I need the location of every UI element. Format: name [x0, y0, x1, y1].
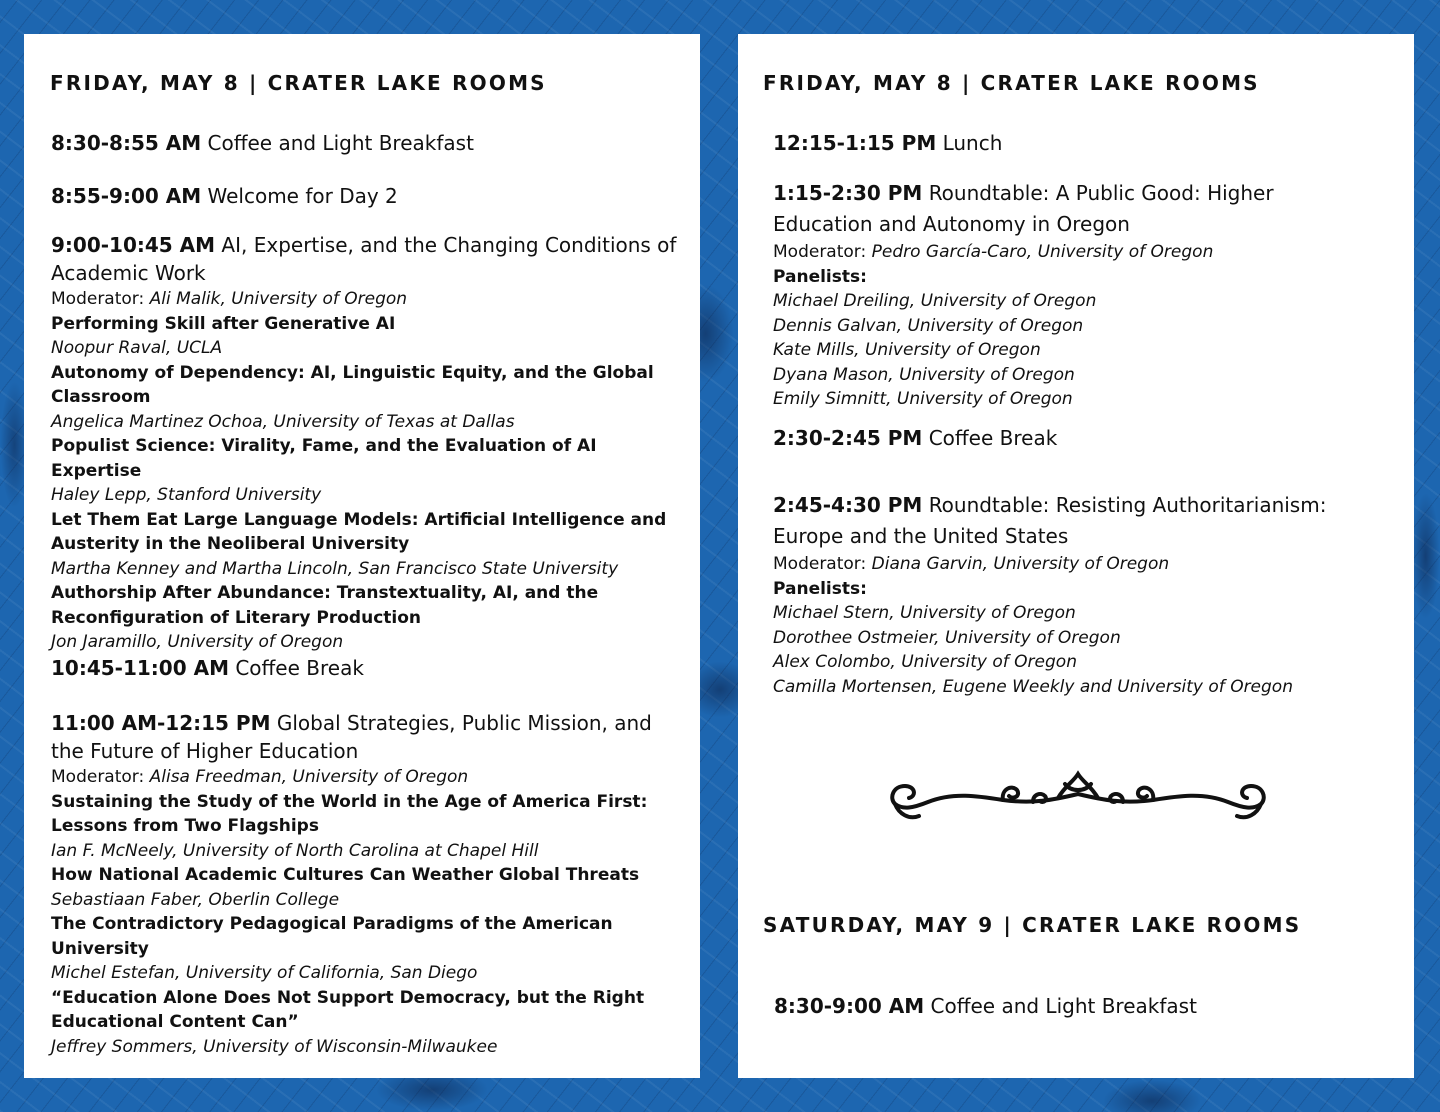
session-title: Lunch [942, 131, 1003, 155]
session-title: Global Strategies, Public Mission, and the Future of Higher Education [51, 711, 652, 763]
session-lunch [773, 129, 1393, 157]
paper-author: Haley Lepp, Stanford University [51, 485, 322, 505]
moderator-name: Ali Malik, University of Oregon [149, 289, 408, 309]
paper-title: Autonomy of Dependency: AI, Linguistic Equity, and the Global Classroom [51, 362, 654, 407]
session-welcome [51, 182, 681, 210]
paper-author: Michel Estefan, University of California, San Diego [51, 963, 478, 983]
session-saturday-breakfast [774, 992, 1394, 1020]
paper-title: “Education Alone Does Not Support Democracy, but the Right Educational Content Can” [51, 987, 645, 1032]
panelist: Dennis Galvan, University of Oregon [773, 315, 1084, 336]
session-time: 12:15-1:15 PM [773, 131, 937, 155]
schedule-panel-left [24, 34, 700, 1078]
paper-author: Jeffrey Sommers, University of Wisconsin-Milwaukee [51, 1036, 498, 1057]
panelist: Dorothee Ostmeier, University of Oregon [773, 627, 1121, 648]
moderator-line: Moderator: Diana Garvin, University of Oregon [773, 554, 1170, 574]
panelist: Camilla Mortensen, Eugene Weekly and University of Oregon [773, 676, 1293, 697]
session-time: 8:55-9:00 AM [51, 184, 202, 208]
paper-title: How National Academic Cultures Can Weather Global Threats [51, 865, 640, 885]
session-time: 8:30-8:55 AM [51, 131, 202, 155]
session-title: Coffee and Light Breakfast [930, 994, 1197, 1018]
paper-title: Authorship After Abundance: Transtextuality, AI, and the Reconfiguration of Literary Production [51, 583, 599, 628]
paper-title: The Contradictory Pedagogical Paradigms of the American University [51, 914, 613, 959]
schedule-panel-right [738, 34, 1414, 1078]
session-title: Roundtable: A Public Good: Higher Education and Autonomy in Oregon [773, 181, 1274, 236]
session-coffee-break-1 [51, 654, 681, 682]
session-roundtable-public-good [773, 178, 1353, 412]
session-time: 1:15-2:30 PM [773, 181, 923, 205]
session-title: Coffee and Light Breakfast [207, 131, 474, 155]
panelist: Kate Mills, University of Oregon [773, 340, 1041, 360]
session-time: 9:00-10:45 AM [51, 233, 216, 257]
panelist: Dyana Mason, University of Oregon [773, 364, 1075, 385]
session-title: Coffee Break [235, 656, 364, 680]
session-title: Coffee Break [928, 426, 1058, 450]
panelist: Alex Colombo, University of Oregon [773, 652, 1077, 672]
moderator-line: Moderator: Ali Malik, University of Oregon [51, 289, 408, 309]
paper-title: Sustaining the Study of the World in the Age of America First: Lessons from Two Flagships [51, 791, 648, 836]
paper-title: Let Them Eat Large Language Models: Artificial Intelligence and Austerity in the Neoliberal University [51, 509, 667, 554]
session-time: 2:45-4:30 PM [773, 493, 923, 517]
day-heading-friday: FRIDAY, MAY 8 | CRATER LAKE ROOMS [763, 71, 1260, 95]
session-title: AI, Expertise, and the Changing Conditions of Academic Work [51, 233, 677, 285]
paper-author: Angelica Martinez Ochoa, University of Texas at Dallas [51, 411, 515, 432]
session-title: Roundtable: Resisting Authoritarianism: Europe and the United States [773, 493, 1327, 548]
moderator-line: Moderator: Pedro García-Caro, University of Oregon [773, 242, 1214, 262]
paper-author: Jon Jaramillo, University of Oregon [51, 632, 344, 652]
moderator-name: Diana Garvin, University of Oregon [871, 554, 1170, 574]
session-ai-expertise [51, 231, 679, 655]
session-global-strategies [51, 709, 679, 1059]
paper-author: Martha Kenney and Martha Lincoln, San Francisco State University [51, 558, 619, 579]
moderator-line: Moderator: Alisa Freedman, University of Oregon [51, 767, 469, 787]
paper-author: Noopur Raval, UCLA [51, 338, 223, 358]
day-heading-saturday: SATURDAY, MAY 9 | CRATER LAKE ROOMS [763, 913, 1302, 937]
session-time: 8:30-9:00 AM [774, 994, 925, 1018]
paper-author: Sebastiaan Faber, Oberlin College [51, 889, 340, 910]
panelists-label: Panelists: [773, 578, 867, 599]
session-coffee-breakfast [51, 129, 681, 157]
panelist: Michael Stern, University of Oregon [773, 603, 1076, 623]
session-roundtable-authoritarianism [773, 490, 1373, 699]
session-time: 10:45-11:00 AM [51, 656, 229, 680]
panelist: Emily Simnitt, University of Oregon [773, 389, 1073, 409]
panelists-label: Panelists: [773, 266, 867, 287]
paper-title: Performing Skill after Generative AI [51, 313, 396, 334]
session-time: 2:30-2:45 PM [773, 426, 923, 450]
flourish-divider-icon [883, 764, 1273, 826]
moderator-name: Alisa Freedman, University of Oregon [149, 767, 469, 787]
session-time: 11:00 AM-12:15 PM [51, 711, 271, 735]
panelist: Michael Dreiling, University of Oregon [773, 291, 1097, 311]
day-heading-friday: FRIDAY, MAY 8 | CRATER LAKE ROOMS [50, 71, 547, 95]
paper-author: Ian F. McNeely, University of North Carolina at Chapel Hill [51, 840, 539, 861]
session-coffee-break-2 [773, 424, 1393, 452]
session-title: Welcome for Day 2 [207, 184, 398, 208]
moderator-name: Pedro García-Caro, University of Oregon [871, 242, 1214, 262]
paper-title: Populist Science: Virality, Fame, and the Evaluation of AI Expertise [51, 436, 597, 481]
